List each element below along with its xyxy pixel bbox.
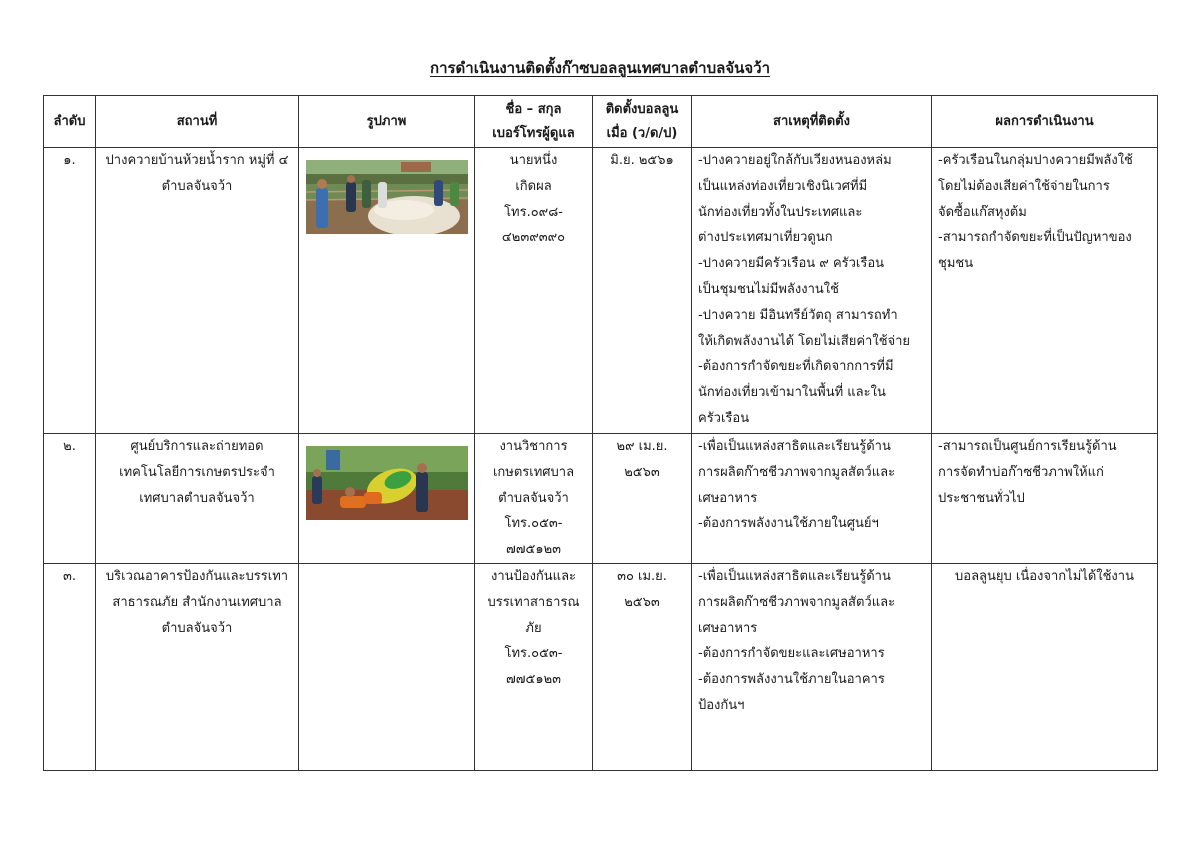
result-line: -สามารถกำจัดขยะที่เป็นปัญหาของ: [938, 230, 1132, 246]
header-contact-line2: เบอร์โทรผู้ดูแล: [492, 125, 575, 141]
contact-line: เกษตรเทศบาล: [492, 464, 575, 480]
row-reason: [692, 564, 932, 771]
row-photo-cell: [299, 434, 475, 564]
page-title: การดำเนินงานติดตั้งก๊าซบอลลูนเทศบาลตำบลจันจว้า: [430, 59, 770, 77]
reason-line: -เพื่อเป็นแหล่งสาธิตและเรียนรู้ด้าน: [698, 439, 891, 454]
contact-line: งานป้องกันและ: [490, 569, 577, 584]
header-date-line2: เมื่อ (ว/ด/ป): [606, 125, 678, 141]
header-row: [44, 96, 1158, 148]
row-order: ๓.: [44, 564, 96, 771]
result-line: การจัดทำบ่อก๊าซชีวภาพให้แก่: [938, 464, 1104, 480]
row-place: ปางควายบ้านห้วยน้ำราก หมู่ที่ ๔ ตำบลจันจว้า: [96, 148, 299, 434]
reason-line: เป็นชุมชนไม่มีพลังงานใช้: [698, 281, 839, 297]
reason-line: -ต้องการกำจัดขยะและเศษอาหาร: [698, 646, 885, 662]
row-photo-cell: [299, 148, 475, 434]
reason-line: -ต้องการพลังงานใช้ภายในศูนย์ฯ: [698, 516, 879, 532]
buffalo-camp-photo: [306, 160, 468, 234]
reason-line: เศษอาหาร: [698, 620, 758, 636]
reason-line: -เพื่อเป็นแหล่งสาธิตและเรียนรู้ด้าน: [698, 569, 891, 584]
reason-line: เป็นแหล่งท่องเที่ยวเชิงนิเวศที่มี: [698, 178, 868, 194]
contact-line: บรรเทาสาธารณ: [487, 594, 580, 610]
contact-line: เกิดผล: [515, 178, 552, 194]
header-place: สถานที่: [96, 96, 299, 148]
installation-table: [43, 95, 1158, 771]
row-place: ศูนย์บริการและถ่ายทอดเทคโนโลยีการเกษตรประจำเทศบาลตำบลจันจว้า: [96, 434, 299, 564]
row-date: ๓๐ เม.ย. ๒๕๖๓: [593, 564, 692, 771]
header-reason: สาเหตุที่ติดตั้ง: [692, 96, 932, 148]
reason-line: เศษอาหาร: [698, 490, 758, 506]
table-row: [44, 148, 1158, 434]
row-reason: [692, 148, 932, 434]
agri-center-photo: [306, 446, 468, 520]
contact-line: งานวิชาการ: [499, 439, 568, 454]
reason-line: ป้องกันฯ: [698, 697, 745, 713]
row-contact: [475, 564, 593, 771]
reason-line: การผลิตก๊าซชีวภาพจากมูลสัตว์และ: [698, 594, 896, 610]
contact-line: โทร.๐๙๘-: [504, 204, 563, 220]
table-row: [44, 434, 1158, 564]
row-reason: [692, 434, 932, 564]
reason-line: ให้เกิดพลังงานได้ โดยไม่เสียค่าใช้จ่าย: [698, 333, 911, 349]
table-row: [44, 564, 1158, 771]
header-result: ผลการดำเนินงาน: [932, 96, 1158, 148]
reason-line: -ปางควาย มีอินทรีย์วัตถุ สามารถทำ: [698, 307, 898, 323]
result-line: ประชาชนทั่วไป: [938, 490, 1025, 506]
row-result: [932, 434, 1158, 564]
result-line: โดยไม่ต้องเสียค่าใช้จ่ายในการ: [938, 178, 1110, 194]
row-order: ๒.: [44, 434, 96, 564]
reason-line: ครัวเรือน: [698, 410, 750, 426]
row-contact: [475, 434, 593, 564]
header-date-line1: ติดตั้งบอลลูน: [605, 101, 679, 117]
row-result: [932, 148, 1158, 434]
result-line: จัดซื้อแก๊สหุงต้ม: [938, 204, 1027, 220]
reason-line: -ปางควายอยู่ใกล้กับเวียงหนองหล่ม: [698, 153, 892, 168]
contact-line: ภัย: [525, 620, 542, 636]
reason-line: -ต้องการพลังงานใช้ภายในอาคาร: [698, 672, 885, 688]
contact-line: โทร.๐๕๓-: [504, 516, 563, 532]
reason-line: นักท่องเที่ยวเข้ามาในพื้นที่ และใน: [698, 385, 886, 401]
header-contact: [475, 96, 593, 148]
header-contact-line1: ชื่อ – สกุล: [505, 101, 562, 117]
row-result: [932, 564, 1158, 771]
row-place: บริเวณอาคารป้องกันและบรรเทาสาธารณภัย สำนักงานเทศบาลตำบลจันจว้า: [96, 564, 299, 771]
row-date: ๒๙ เม.ย. ๒๕๖๓: [593, 434, 692, 564]
reason-line: -ต้องการกำจัดขยะที่เกิดจากการที่มี: [698, 359, 894, 375]
result-line: ชุมชน: [938, 256, 974, 272]
reason-line: -ปางควายมีครัวเรือน ๙ ครัวเรือน: [698, 256, 885, 272]
result-line: -ครัวเรือนในกลุ่มปางควายมีพลังใช้: [938, 153, 1133, 168]
row-order: ๑.: [44, 148, 96, 434]
contact-line: โทร.๐๕๓-: [504, 646, 563, 662]
result-line: -สามารถเป็นศูนย์การเรียนรู้ด้าน: [938, 439, 1117, 454]
reason-line: ต่างประเทศมาเที่ยวดูนก: [698, 230, 833, 246]
contact-line: ๔๒๓๙๓๙๐: [501, 230, 566, 246]
contact-line: นายหนึ่ง: [509, 153, 558, 168]
header-image: รูปภาพ: [299, 96, 475, 148]
reason-line: นักท่องเที่ยวทั้งในประเทศและ: [698, 204, 863, 220]
header-date: [593, 96, 692, 148]
reason-line: การผลิตก๊าซชีวภาพจากมูลสัตว์และ: [698, 464, 896, 480]
row-contact: [475, 148, 593, 434]
contact-line: ตำบลจันจว้า: [498, 490, 569, 506]
row-photo-cell: [299, 564, 475, 771]
contact-line: ๗๗๕๑๒๓: [505, 542, 562, 558]
contact-line: ๗๗๕๑๒๓: [505, 672, 562, 688]
row-date: มิ.ย. ๒๕๖๑: [593, 148, 692, 434]
result-line: บอลลูนยุบ เนื่องจากไม่ได้ใช้งาน: [955, 569, 1134, 584]
header-order: ลำดับ: [44, 96, 96, 148]
